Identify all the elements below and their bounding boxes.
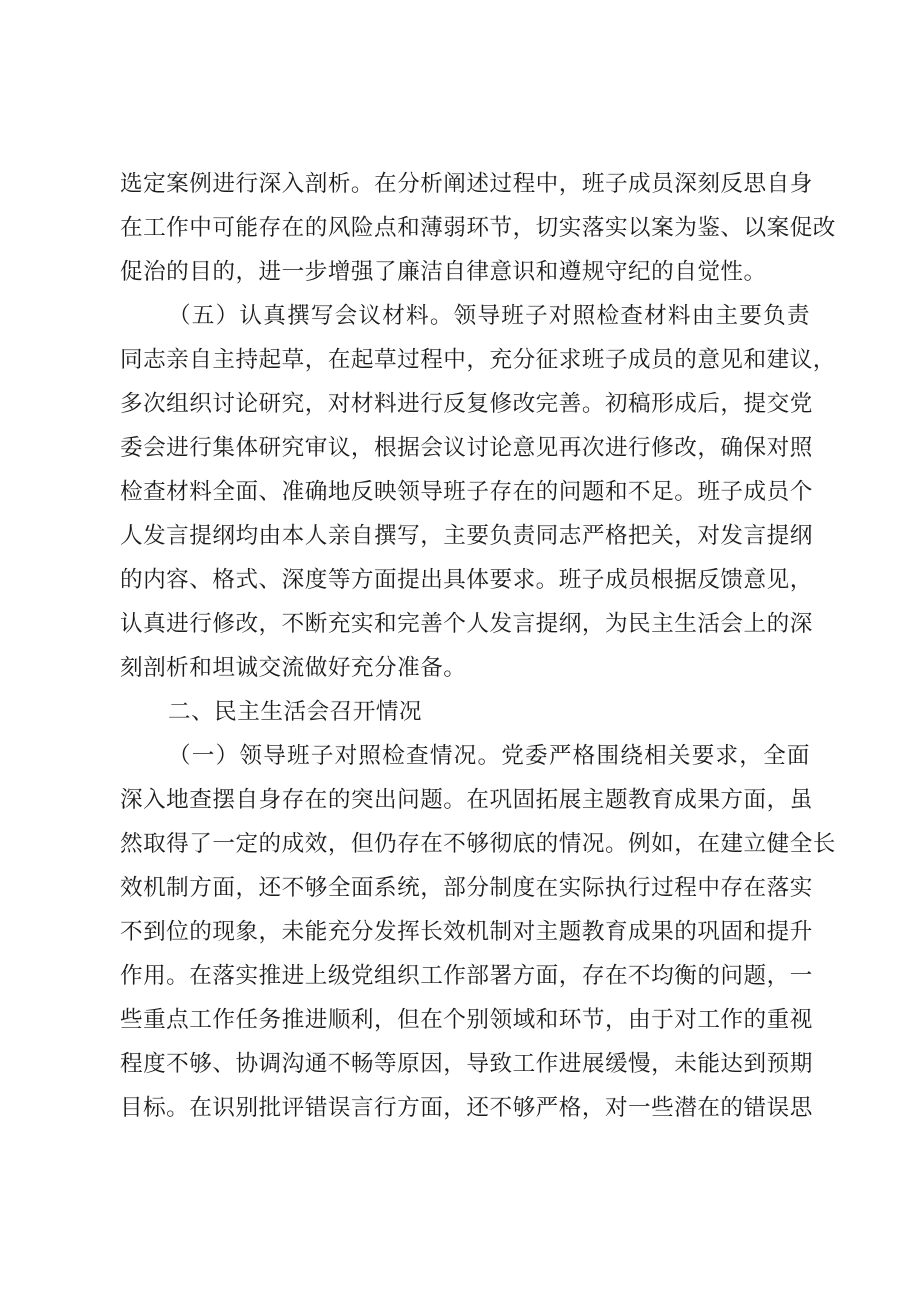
body-text-line: 些重点工作任务推进顺利，但在个别领域和环节，由于对工作的重视 bbox=[120, 1007, 813, 1033]
body-text-line: 不到位的现象，未能充分发挥长效机制对主题教育成果的巩固和提升 bbox=[120, 919, 813, 945]
body-text-line: 促治的目的，进一步增强了廉洁自律意识和遵规守纪的自觉性。 bbox=[120, 259, 767, 285]
body-text-line: 选定案例进行深入剖析。在分析阐述过程中，班子成员深刻反思自身 bbox=[120, 171, 813, 197]
body-text-line: 检查材料全面、准确地反映领导班子存在的问题和不足。班子成员个 bbox=[120, 479, 813, 505]
body-text-line: 作用。在落实推进上级党组织工作部署方面，存在不均衡的问题，一 bbox=[120, 963, 813, 989]
body-text-line: 的内容、格式、深度等方面提出具体要求。班子成员根据反馈意见， bbox=[120, 567, 813, 593]
body-text-line: 认真进行修改，不断充实和完善个人发言提纲，为民主生活会上的深 bbox=[120, 611, 813, 637]
body-text-line: 目标。在识别批评错误言行方面，还不够严格，对一些潜在的错误思 bbox=[120, 1095, 813, 1121]
body-text-line: 同志亲自主持起草，在起草过程中，充分征求班子成员的意见和建议， bbox=[120, 347, 836, 373]
body-text-line: 程度不够、协调沟通不畅等原因，导致工作进展缓慢，未能达到预期 bbox=[120, 1051, 813, 1077]
body-text-line: 多次组织讨论研究，对材料进行反复修改完善。初稿形成后，提交党 bbox=[120, 391, 813, 417]
section-heading-line: （一）领导班子对照检查情况。党委严格围绕相关要求，全面 bbox=[168, 743, 810, 769]
chapter-heading: 二、民主生活会召开情况 bbox=[168, 699, 423, 725]
body-text-line: 深入地查摆自身存在的突出问题。在巩固拓展主题教育成果方面，虽 bbox=[120, 787, 813, 813]
body-text-line: 效机制方面，还不够全面系统，部分制度在实际执行过程中存在落实 bbox=[120, 875, 813, 901]
body-text-line: 在工作中可能存在的风险点和薄弱环节，切实落实以案为鉴、以案促改 bbox=[120, 215, 836, 241]
body-text-line: 然取得了一定的成效，但仍存在不够彻底的情况。例如，在建立健全长 bbox=[120, 831, 836, 857]
section-heading-line: （五）认真撰写会议材料。领导班子对照检查材料由主要负责 bbox=[168, 303, 810, 329]
body-text-line: 委会进行集体研究审议，根据会议讨论意见再次进行修改，确保对照 bbox=[120, 435, 813, 461]
body-text-line: 刻剖析和坦诚交流做好充分准备。 bbox=[120, 655, 467, 681]
body-text-line: 人发言提纲均由本人亲自撰写，主要负责同志严格把关，对发言提纲 bbox=[120, 523, 813, 549]
